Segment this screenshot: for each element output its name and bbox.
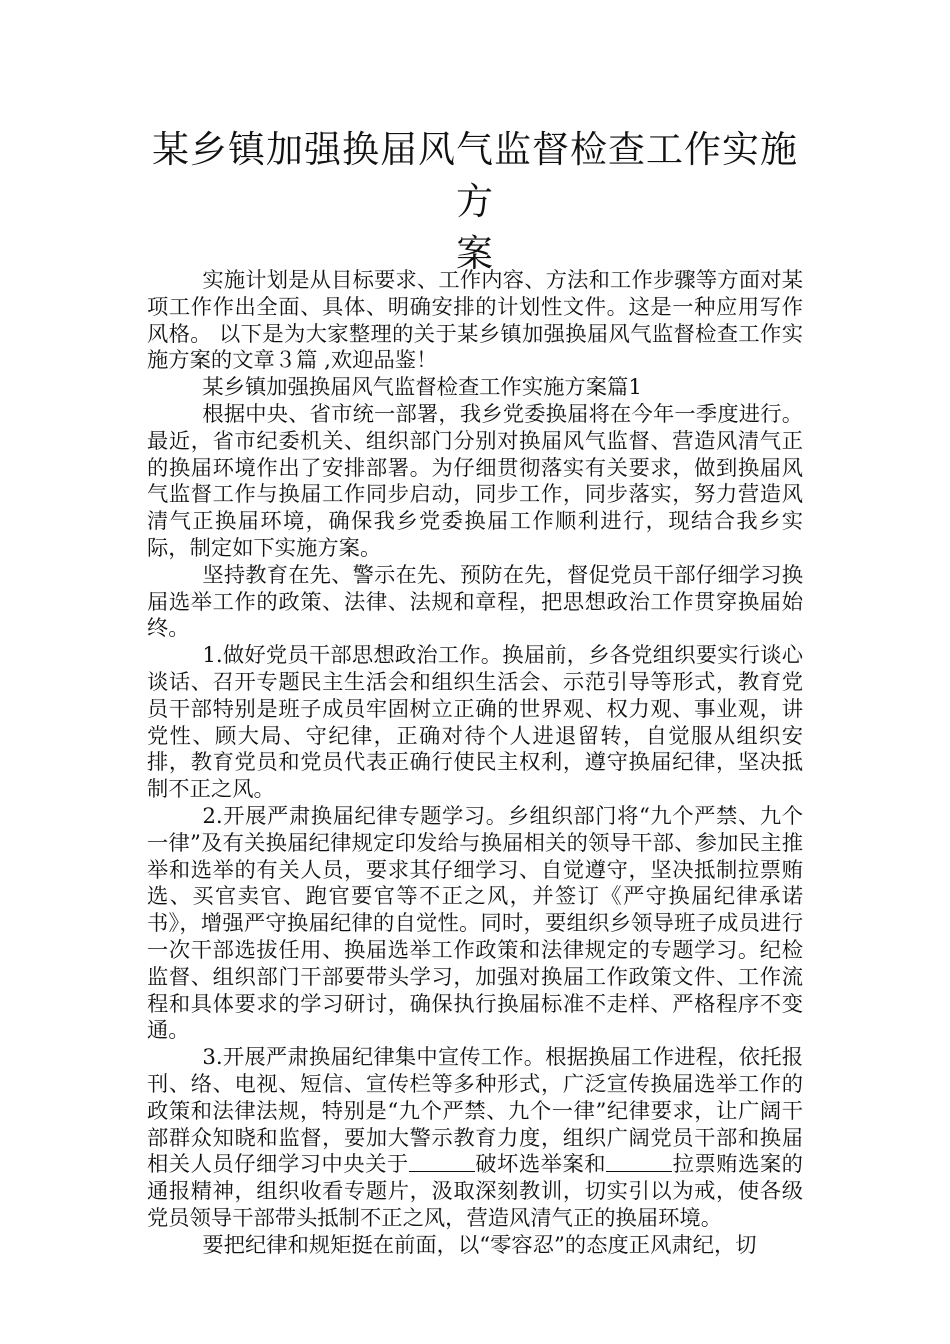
paragraph-text: 3.开展严肃换届纪律集中宣传工作。根据换届工作进程，依托报刊、络、电视、短信、宣传栏等多种形式，广泛宣传换届选举工作的政策和法律法规，特别是“九个严禁、九个一律”纪律要求，让广阔干部群众知晓和监督，要加大警示教育力度，组织广阔党员干部和换届相关人员仔细学习中央关于 bbox=[147, 1045, 803, 1178]
fill-in-blank bbox=[409, 1152, 475, 1172]
intro-paragraph: 实施计划是从目标要求、工作内容、方法和工作步骤等方面对某项工作作出全面、具体、明确安排的计划性文件。这是一种应用写作风格。 以下是为大家整理的关于某乡镇加强换届风气监督检查工作实施方案的文章３篇 ,欢迎品鉴！ bbox=[147, 268, 803, 374]
title-line-1: 某乡镇加强换届风气监督检查工作实施方 bbox=[152, 128, 798, 223]
body-paragraph: 要把纪律和规矩挺在前面，以“零容忍”的态度正风肃纪，切 bbox=[202, 1232, 757, 1258]
paragraph-text: 拉票贿选案的通报精神，组织收看专题片，汲取深刻教训，切实引以为戒，使各级党员领导干部带头抵制不正之风，营造风清气正的换届环境。 bbox=[147, 1152, 803, 1231]
body-paragraph: 1.做好党员干部思想政治工作。换届前，乡各党组织要实行谈心谈话、召开专题民主生活会和组织生活会、示范引导等形式，教育党员干部特别是班子成员牢固树立正确的世界观、权力观、事业观，讲党性、顾大局、守纪律，正确对待个人进退留转，自觉服从组织安排，教育党员和党员代表正确行使民主权利，遵守换届纪律，坚决抵制不正之风。 bbox=[147, 643, 803, 803]
section-heading: 某乡镇加强换届风气监督检查工作实施方案篇1 bbox=[202, 375, 642, 401]
paragraph-text: 破坏选举案和 bbox=[474, 1152, 607, 1178]
body-paragraph: 根据中央、省市统一部署，我乡党委换届将在今年一季度进行。最近，省市纪委机关、组织部门分别对换届风气监督、营造风清气正的换届环境作出了安排部署。为仔细贯彻落实有关要求，做到换届风气监督工作与换届工作同步启动，同步工作，同步落实，努力营造风清气正换届环境，确保我乡党委换届工作顺利进行，现结合我乡实际，制定如下实施方案。 bbox=[147, 401, 803, 561]
title-line-2: 案 bbox=[456, 232, 494, 275]
body-paragraph: 坚持教育在先、警示在先、预防在先，督促党员干部仔细学习换届选举工作的政策、法律、法规和章程，把思想政治工作贯穿换届始终。 bbox=[147, 562, 803, 642]
fill-in-blank bbox=[606, 1152, 672, 1172]
document-body bbox=[147, 268, 803, 1260]
body-paragraph bbox=[147, 1045, 803, 1233]
body-paragraph: 2.开展严肃换届纪律专题学习。乡组织部门将“九个严禁、九个一律”及有关换届纪律规定印发给与换届相关的领导干部、参加民主推举和选举的有关人员，要求其仔细学习、自觉遵守，坚决抵制拉票贿选、买官卖官、跑官要官等不正之风，并签订《严守换届纪律承诺书》，增强严守换届纪律的自觉性。同时，要组织乡领导班子成员进行一次干部选拔任用、换届选举工作政策和法律规定的专题学习。纪检监督、组织部门干部要带头学习，加强对换届工作政策文件、工作流程和具体要求的学习研讨，确保执行换届标准不走样、严格程序不变通。 bbox=[147, 803, 803, 1044]
document-title bbox=[150, 124, 800, 280]
